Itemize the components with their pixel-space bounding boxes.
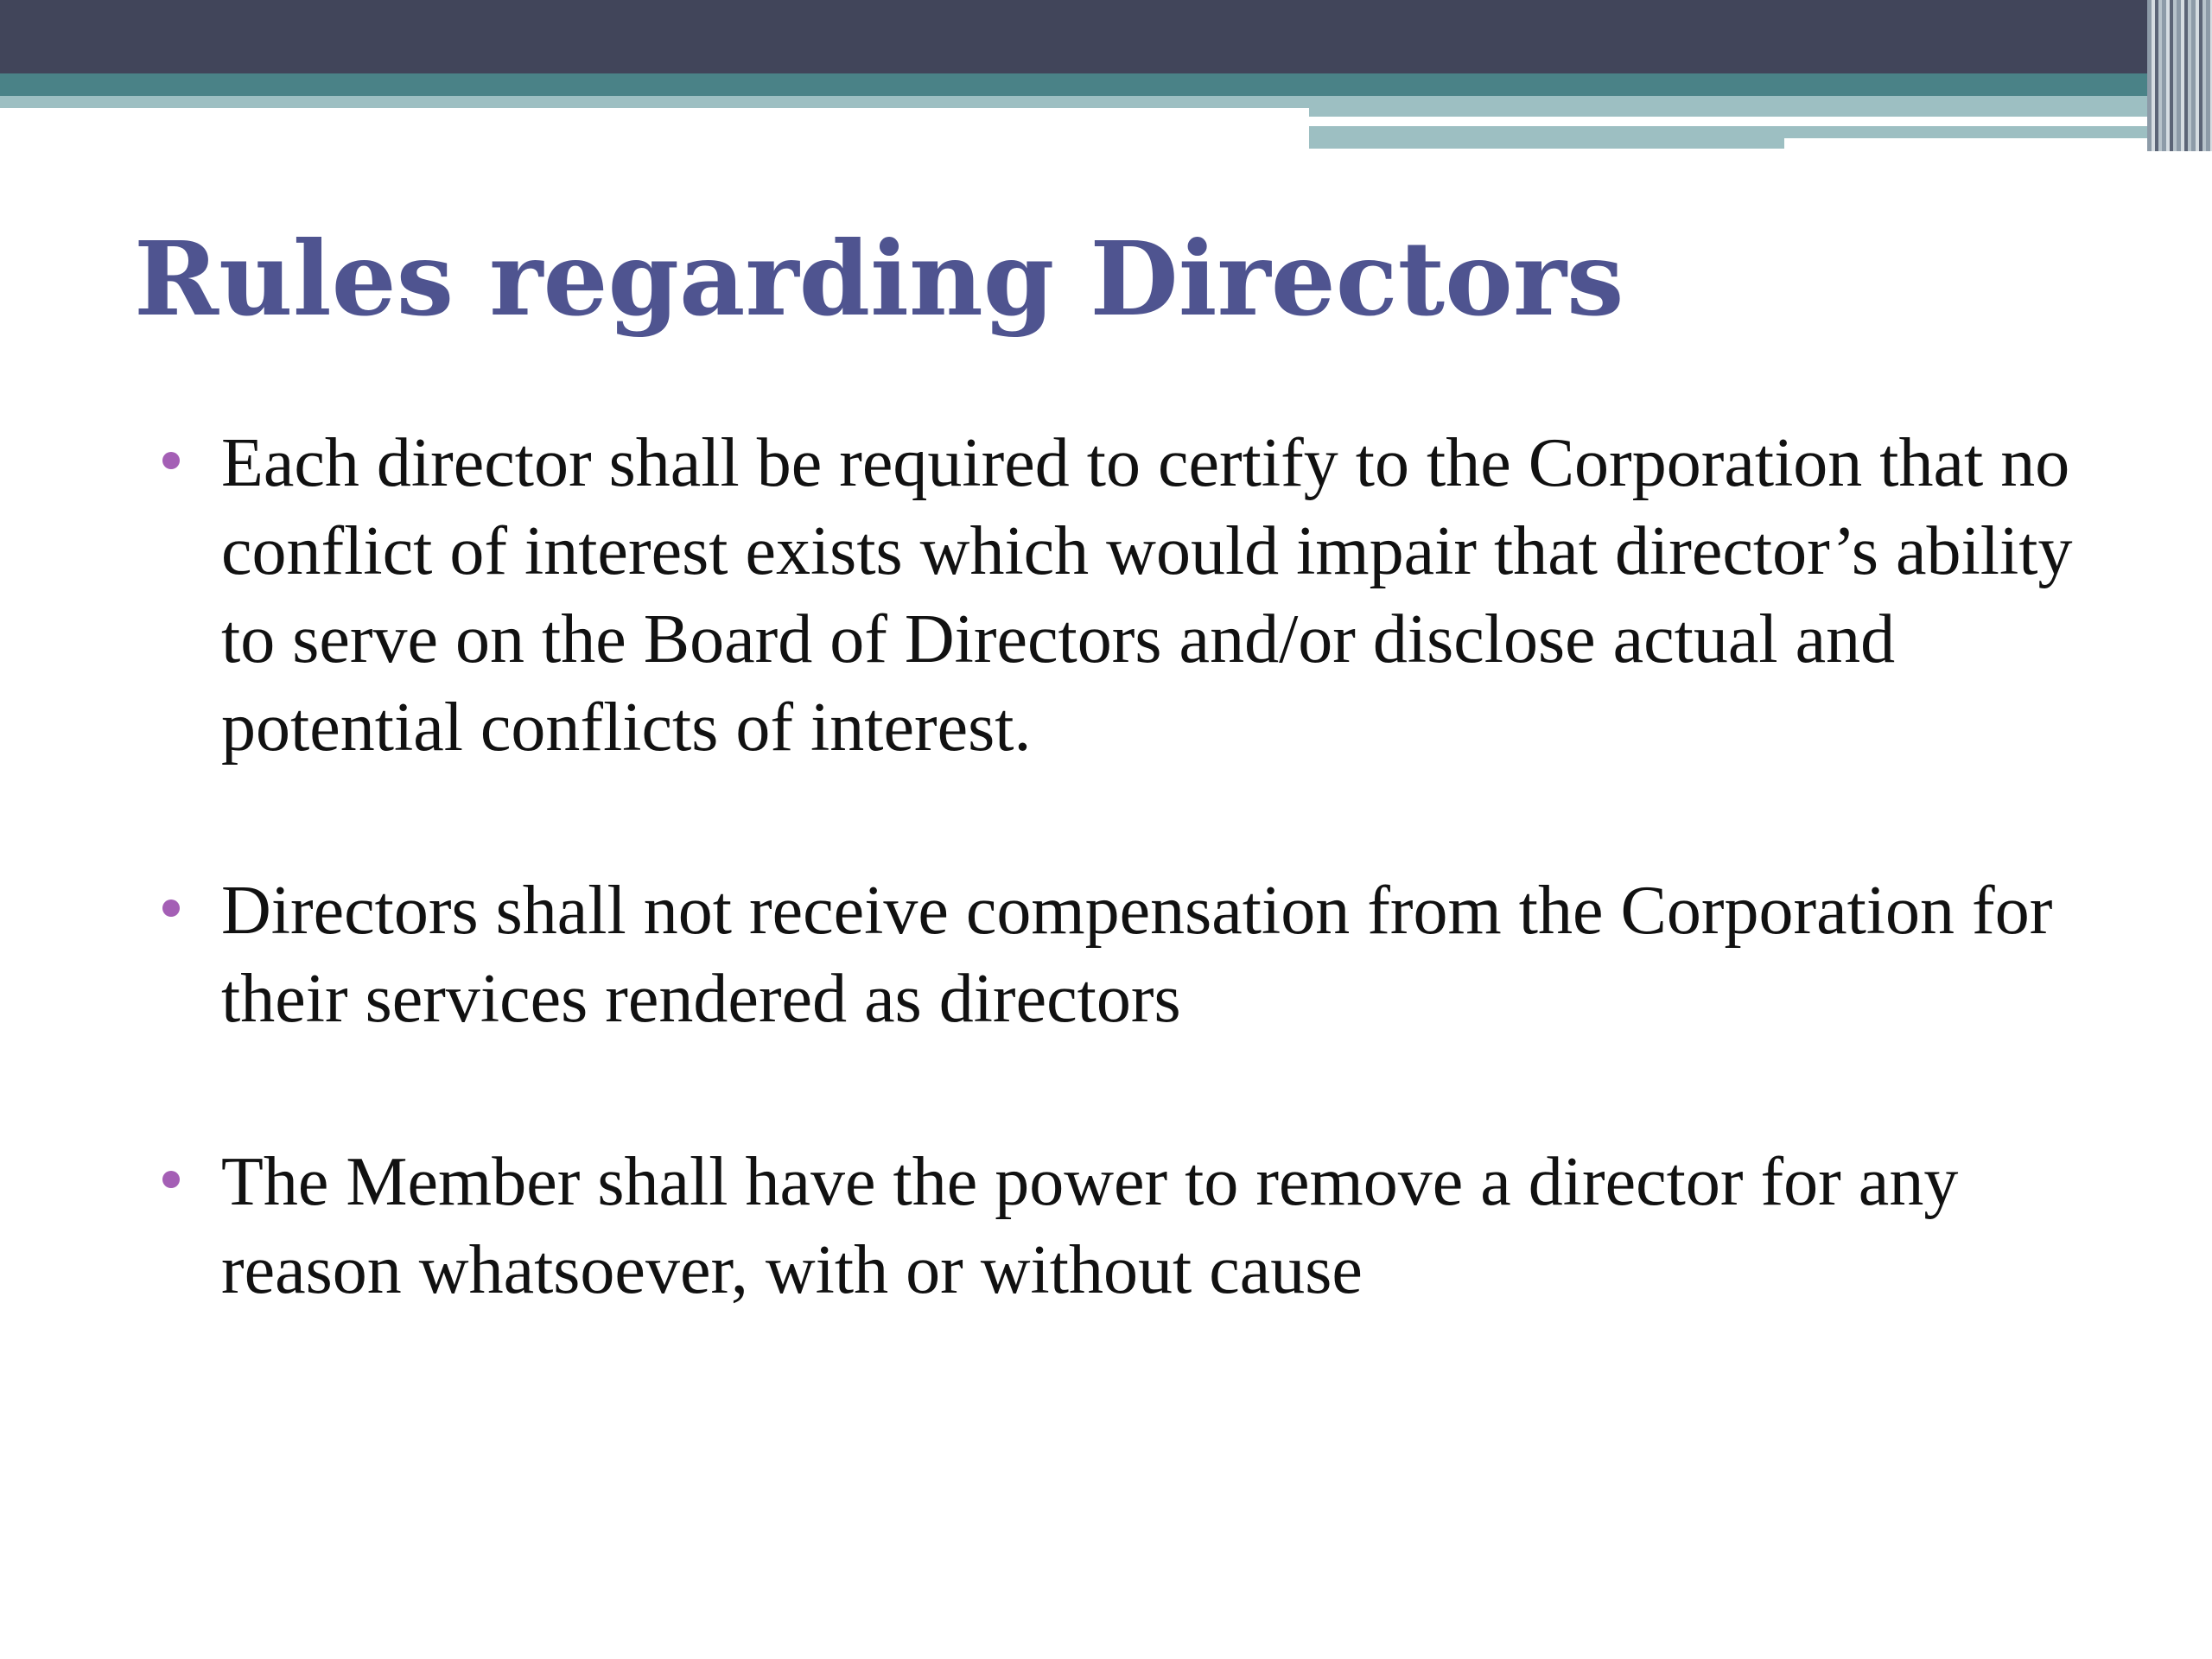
bullet-text: The Member shall have the power to remove a director for any reason whatsoever, with or without cause bbox=[221, 1144, 1959, 1308]
header-band-dark bbox=[0, 0, 2212, 73]
header-corner-stripes bbox=[2147, 0, 2212, 151]
bullet-dot-icon bbox=[162, 1171, 180, 1188]
bullet-list bbox=[0, 419, 2212, 1314]
header-band-white-line bbox=[1309, 119, 2048, 124]
bullet-text: Each director shall be required to certify to the Corporation that no conflict of interest exists which would impair that director’s ability to serve on the Board of Directors and/or disclose actual and potential conflicts of interest. bbox=[221, 425, 2073, 766]
header-band-light-left bbox=[0, 96, 1309, 108]
bullet-item bbox=[0, 867, 2079, 1043]
slide-title: Rules regarding Directors bbox=[134, 219, 1624, 339]
header-band-teal bbox=[0, 73, 2212, 96]
bullet-item bbox=[0, 419, 2079, 772]
bullet-dot-icon bbox=[162, 452, 180, 469]
bullet-text: Directors shall not receive compensation from the Corporation for their services rendered as directors bbox=[221, 873, 2053, 1037]
bullet-dot-icon bbox=[162, 899, 180, 917]
header-band-light-right bbox=[1309, 96, 2212, 117]
bullet-item bbox=[0, 1138, 2079, 1314]
